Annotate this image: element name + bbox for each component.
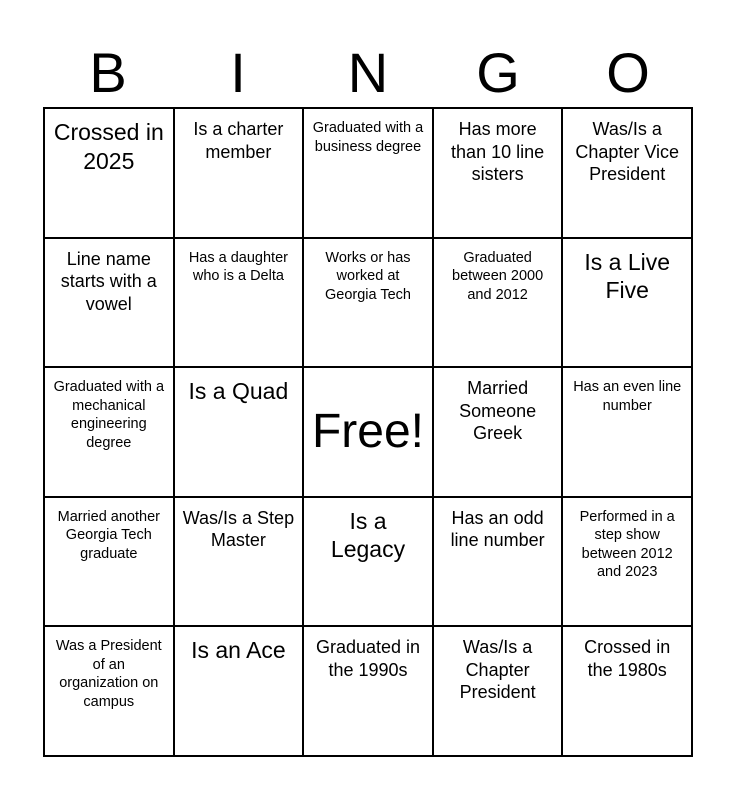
bingo-cell[interactable]	[44, 238, 174, 368]
cell-text: Line name starts with a vowel	[60, 248, 157, 314]
header-letter-o: O	[606, 41, 650, 104]
bingo-cell[interactable]	[562, 626, 692, 756]
cell-text: Married Someone Greek	[459, 378, 537, 444]
cell-text: Married another Georgia Tech graduate	[57, 508, 160, 562]
bingo-cell[interactable]	[174, 367, 304, 497]
bingo-cell[interactable]	[174, 108, 304, 238]
header-letter-i: I	[230, 41, 246, 104]
bingo-cell[interactable]	[433, 108, 563, 238]
cell-text: Performed in a step show between 2012 and 2023	[579, 508, 675, 581]
cell-text: Was/Is a Step Master	[182, 507, 295, 551]
cell-text: Has an odd line number	[450, 507, 545, 551]
bingo-header	[43, 38, 693, 108]
bingo-cell[interactable]	[433, 238, 563, 368]
cell-text: Graduated between 2000 and 2012	[452, 249, 544, 303]
cell-text: Is a Quad	[188, 378, 289, 405]
cell-text: Has more than 10 line sisters	[451, 119, 545, 184]
cell-text: Crossed in the 1980s	[584, 637, 671, 680]
cell-text: Graduated with a mechanical engineering degree	[53, 379, 165, 451]
cell-text: Was/Is a Chapter President	[459, 637, 536, 703]
cell-text: Is an Ace	[191, 637, 286, 664]
cell-text: Free!	[311, 405, 425, 458]
bingo-cell[interactable]	[562, 238, 692, 368]
bingo-cell[interactable]	[44, 497, 174, 627]
bingo-cell[interactable]	[174, 626, 304, 756]
bingo-cell[interactable]	[562, 497, 692, 627]
bingo-cell[interactable]	[433, 367, 563, 497]
bingo-cell[interactable]	[303, 497, 433, 627]
bingo-cell[interactable]	[44, 626, 174, 756]
bingo-cell[interactable]	[303, 626, 433, 756]
cell-text: Was/Is a Chapter Vice President	[575, 119, 680, 184]
free-space-cell[interactable]	[303, 367, 433, 497]
cell-text: Is a Live Five	[584, 248, 671, 304]
cell-text: Is a charter member	[193, 119, 284, 162]
cell-text: Works or has worked at Georgia Tech	[325, 249, 411, 303]
cell-text: Crossed in 2025	[53, 119, 164, 174]
cell-text: Has an even line number	[573, 379, 682, 414]
bingo-cell[interactable]	[303, 108, 433, 238]
bingo-cell[interactable]	[562, 367, 692, 497]
header-letter-n: N	[347, 41, 389, 104]
bingo-cell[interactable]	[562, 108, 692, 238]
bingo-cell[interactable]	[433, 497, 563, 627]
bingo-cell[interactable]	[303, 238, 433, 368]
bingo-cell[interactable]	[44, 108, 174, 238]
header-letter-g: G	[476, 41, 520, 104]
header-letter-b: B	[89, 41, 127, 104]
bingo-cell[interactable]	[44, 367, 174, 497]
cell-text: Has a daughter who is a Delta	[188, 249, 288, 285]
cell-text: Graduated with a business degree	[312, 120, 424, 155]
bingo-cell[interactable]	[433, 626, 563, 756]
cell-text: Graduated in the 1990s	[315, 637, 421, 680]
bingo-cell[interactable]	[174, 497, 304, 627]
cell-text: Is a Legacy	[330, 507, 406, 563]
bingo-grid	[43, 107, 693, 757]
cell-text: Was a President of an organization on campus	[55, 638, 162, 710]
bingo-cell[interactable]	[174, 238, 304, 368]
